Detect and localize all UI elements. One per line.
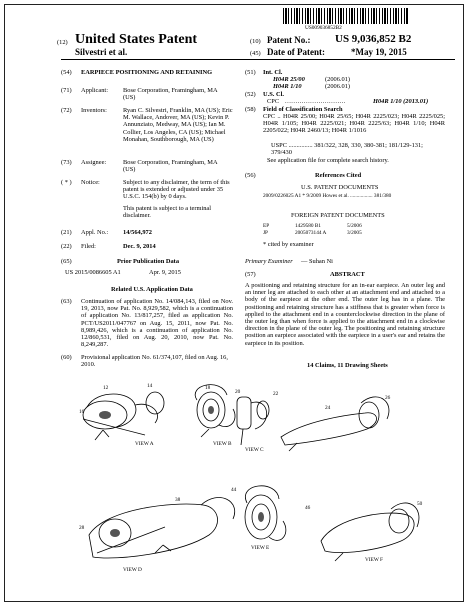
inventor-short: Silvestri et al. — [75, 47, 128, 57]
intcl-2-date: (2006.01) — [325, 83, 351, 90]
ref-20: 20 — [235, 389, 241, 395]
abstract-heading: ABSTRACT — [330, 271, 365, 278]
date-label: Date of Patent: — [267, 47, 325, 57]
cpc-value: H04R 1/10 (2013.01) — [373, 98, 429, 105]
doc-type: United States Patent — [75, 32, 198, 47]
notice-text: Subject to any disclaimer, the term of this patent is extended or adjusted under 35 U.S.C. 154(b) by 0 days. — [123, 179, 230, 201]
prior-code: (65) — [61, 258, 72, 265]
cited-note: * cited by examiner — [263, 241, 314, 248]
figure-view-c — [237, 397, 269, 445]
appl-code: (21) — [61, 229, 72, 236]
us-doc-1: 2009/0226025 A1 * 9/2009 Howes et al. ................. 381/380 — [263, 193, 392, 199]
assignee-label: Assignee: — [81, 159, 107, 166]
intcl-1: H04R 25/00 — [273, 76, 305, 83]
abstract-text: A positioning and retaining structure for an in-ear earpiece. An outer leg and an inner leg are attached to each other at an attachment end and attached to a body of the earpiece at the other end. The outer leg has in a plane. The positioning and retaining structure has a stiffness that is greater when force is applied to the attachment end in a counterclockwise direction in the plane of the outer leg than when force is applied to the attachment end in a clockwise direction in the plane of the outer leg. The positioning and retaining structure position an earpiece associated with the earpiece in a user's ear and retains the earpiece in its position. — [245, 282, 445, 347]
examiner-name: — Suhan Ni — [301, 258, 333, 265]
ref-28: 28 — [79, 525, 85, 531]
foreign-2-date: 3/2005 — [347, 230, 362, 236]
patent-no-label: Patent No.: — [267, 35, 311, 45]
ref-heading: References Cited — [315, 172, 362, 179]
figure-view-a — [83, 392, 164, 440]
cpc-dots: ............................. — [285, 98, 346, 105]
ref-46: 46 — [305, 505, 311, 511]
figure-view-e — [245, 486, 286, 541]
applicant-label: Applicant: — [81, 87, 108, 94]
figure-view-e-main — [89, 498, 235, 558]
field-code: (58) — [245, 106, 256, 113]
appl-number: 14/564,972 — [123, 229, 152, 236]
cont-code: (63) — [61, 298, 72, 305]
ref-22: 22 — [273, 391, 279, 397]
uscl-code: (52) — [245, 91, 256, 98]
prior-pub-date: Apr. 9, 2015 — [149, 269, 181, 276]
field-text: CPC .. H04R 25/00; H04R 25/65; H04R 2225/023; H04R 2225/025; H04R 1/105; H04R 2225/021; H04R 2225/63; H04R 1/10; H04R 2205/022; H04R 2460/13; H04R 1/1016 — [263, 113, 445, 135]
figure-view-f — [321, 503, 419, 561]
ref-code: (56) — [245, 172, 256, 179]
assignee-value: Bose Corporation, Framingham, MA (US) — [123, 159, 218, 174]
ref-26: 26 — [385, 395, 391, 401]
ref-14: 14 — [147, 383, 153, 389]
figure-view-d — [281, 397, 389, 451]
intcl-1-date: (2006.01) — [325, 76, 351, 83]
filed-code: (22) — [61, 243, 72, 250]
title-code: (54) — [61, 69, 72, 76]
earpiece-drawings — [5, 5, 464, 602]
intcl-label: Int. Cl. — [263, 69, 283, 76]
prior-pub-number: US 2015/0086605 A1 — [65, 269, 121, 276]
intcl-2: H04R 1/10 — [273, 83, 302, 90]
prior-heading: Prior Publication Data — [117, 258, 180, 265]
foreign-1-date: 5/2006 — [347, 223, 362, 229]
view-a-label: VIEW A — [135, 441, 154, 447]
foreign-heading: FOREIGN PATENT DOCUMENTS — [291, 212, 385, 219]
uscl-label: U.S. Cl. — [263, 91, 284, 98]
patent-date: *May 19, 2015 — [351, 47, 407, 57]
cpc-label: CPC — [267, 98, 280, 105]
us-docs-heading: U.S. PATENT DOCUMENTS — [301, 184, 379, 191]
filed-date: Dec. 9, 2014 — [123, 243, 156, 250]
uspc-text: USPC ............... 381/322, 328, 330, 380-381; 181/129-131; 379/430 — [271, 142, 423, 157]
continuation-text: Continuation of application No. 14/084,143, filed on Nov. 19, 2013, now Pat. No. 8,929,582, which is a continuation of application No. 13/817,257, filed as application No. PCT/US2011/047767 on Aug. 15, 2011, now Pat. No. 8,989,426, which is a continuation of application No. 12/860,531, filed on Aug. 20, 2010, now Pat. No. 8,249,287. — [81, 298, 233, 349]
patent-number: US 9,036,852 B2 — [335, 33, 412, 45]
applicant-code: (71) — [61, 87, 72, 94]
inventors-label: Inventors: — [81, 107, 107, 114]
related-heading: Related U.S. Application Data — [111, 286, 193, 293]
foreign-1-cc: EP — [263, 223, 270, 229]
view-f-label: VIEW F — [365, 557, 383, 563]
ref-50: 50 — [417, 501, 423, 507]
patent-page — [4, 4, 464, 602]
claims-line: 14 Claims, 11 Drawing Sheets — [307, 362, 388, 369]
view-e-label: VIEW E — [251, 545, 270, 551]
code-10: (10) — [250, 38, 261, 45]
ref-38: 38 — [175, 497, 181, 503]
barcode-number: US009036852B2 — [305, 25, 342, 31]
prov-code: (60) — [61, 354, 72, 361]
code-45: (45) — [250, 50, 261, 57]
foreign-2-no: 2005073144 A — [295, 230, 327, 236]
ref-16: 16 — [79, 409, 85, 415]
examiner-label: Primary Examiner — [245, 258, 293, 265]
figure-view-b — [195, 385, 235, 437]
view-d-label: VIEW D — [123, 567, 142, 573]
filed-label: Filed: — [81, 243, 96, 250]
ref-44: 44 — [231, 487, 237, 493]
ref-24: 24 — [325, 405, 331, 411]
abstract-code: (57) — [245, 271, 256, 278]
inventors-value: Ryan C. Silvestri, Franklin, MA (US); Eric M. Wallace, Andover, MA (US); Kevin P. Annunziato, Medway, MA (US); Ian M. Collier, Los Angeles, CA (US); Michael Monahan, Southborough, MA (US) — [123, 107, 233, 143]
view-b-label: VIEW B — [213, 441, 232, 447]
code-12: (12) — [57, 39, 68, 46]
ref-18: 18 — [205, 385, 211, 391]
ref-12: 12 — [103, 385, 109, 391]
view-c-label: VIEW C — [245, 447, 264, 453]
applicant-value: Bose Corporation, Framingham, MA (US) — [123, 87, 218, 102]
appl-label: Appl. No.: — [81, 229, 109, 236]
foreign-2-cc: JP — [263, 230, 269, 236]
patent-title: EARPIECE POSITIONING AND RETAINING — [81, 69, 213, 76]
see-text: See application file for complete search history. — [267, 157, 389, 164]
foreign-1-no: 1429580 B1 — [295, 223, 322, 229]
notice-label: Notice: — [81, 179, 100, 186]
inventors-code: (72) — [61, 107, 72, 114]
terminal-disclaimer: This patent is subject to a terminal disclaimer. — [123, 205, 212, 220]
assignee-code: (73) — [61, 159, 72, 166]
field-label: Field of Classification Search — [263, 106, 343, 113]
provisional-text: Provisional application No. 61/374,107, filed on Aug. 16, 2010. — [81, 354, 228, 369]
intcl-code: (51) — [245, 69, 256, 76]
notice-code: ( * ) — [61, 179, 72, 186]
